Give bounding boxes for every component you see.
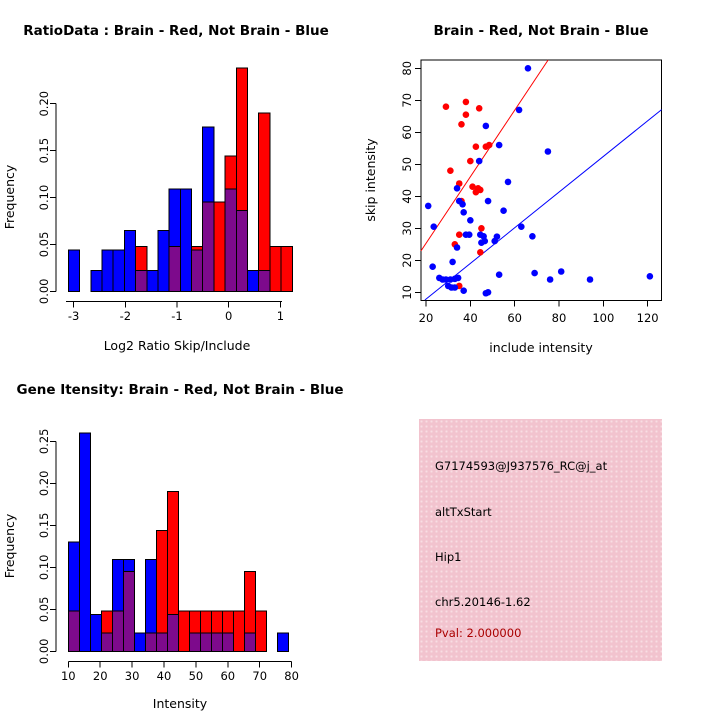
gene-name-text: Hip1 [435,550,462,564]
hist-bar-blue [180,189,191,291]
ratio-hist-ylabel: Frequency [2,164,17,230]
scatter-point-blue [516,107,523,114]
hist-bar-blue [68,250,79,291]
tick-label: 0.00 [37,638,51,665]
scatter-point-blue [547,276,554,283]
hist-bar-blue [90,614,101,651]
tick-label: 30 [124,669,140,683]
hist-bar-red [270,246,281,291]
tick-label: 40 [463,311,478,325]
scatter-point-blue [467,217,474,224]
scatter-point-blue [485,198,492,205]
scatter-point-red [458,121,465,128]
scatter-point-blue [518,223,525,230]
scatter-point-blue [476,158,483,165]
tick-label: 0.00 [37,278,51,305]
hist-bar-overlap [211,633,222,651]
scatter-point-red [467,158,474,165]
hist-bar-overlap [123,572,134,652]
hist-bar-overlap [225,189,236,291]
tick-label: 80 [284,669,299,683]
hist-bar-blue [147,271,158,292]
scatter-point-blue [496,142,503,149]
hist-bar-overlap [167,614,178,651]
tick-label: 0.20 [37,90,51,117]
hist-bar-overlap [236,211,247,292]
tick-label: 70 [400,92,414,108]
tick-label: 0.05 [37,596,51,623]
ratio-hist-xlabel: Log2 Ratio Skip/Include [103,338,251,353]
tick-label: 100 [592,311,615,325]
tick-label: -2 [119,309,132,323]
tick-label: 80 [400,60,414,76]
scatter-point-blue [558,268,565,275]
tick-label: 0.10 [37,554,51,581]
tick-label: 70 [252,669,268,683]
scatter-point-blue [483,123,490,130]
hist-bar-blue [248,271,259,292]
tick-label: 120 [636,311,659,325]
hist-bar-overlap [112,611,123,651]
scatter-point-blue [454,244,461,251]
scatter-point-blue [460,287,467,294]
ratio-histogram-panel [37,68,292,323]
hist-bar-overlap [145,633,156,651]
regression-line-red [421,60,548,251]
scatter-point-blue [587,276,594,283]
hist-bar-red [233,611,244,651]
scatter-point-blue [449,259,456,266]
tick-label: 0.15 [37,137,51,164]
hist-bar-blue [102,250,113,291]
scatter-point-red [476,105,483,112]
hist-bar-blue [113,250,124,291]
tick-label: 0 [225,309,233,323]
tick-label: 1 [276,309,285,323]
tick-label: 40 [400,188,414,204]
tick-label: 20 [418,311,434,325]
tick-label: 20 [400,252,414,268]
scatter-point-red [463,111,470,118]
hist-bar-blue [79,433,90,651]
hist-bar-blue [91,271,102,292]
hist-bar-red [259,113,270,291]
pval-text: Pval: 2.000000 [435,626,522,640]
scatter-point-blue [529,233,536,240]
tick-label: 60 [507,311,522,325]
scatter-point-blue [466,231,473,238]
scatter-point-red [486,142,493,149]
scatter-point-blue [425,203,432,210]
scatter-ylabel: skip intensity [363,138,378,222]
tick-label: -1 [171,309,183,323]
scatter-point-blue [430,223,437,230]
scatter-point-blue [500,207,507,214]
scatter-point-red [473,189,480,196]
scatter-point-red [447,167,454,174]
scatter-point-blue [460,209,467,216]
scatter-point-red [456,231,463,238]
hist-bar-red [214,202,225,291]
plot-box [421,60,662,301]
tick-label: 0.10 [37,184,51,211]
hist-bar-overlap [156,633,167,651]
ratio-hist-title: RatioData : Brain - Red, Not Brain - Blue [23,23,329,39]
scatter-point-blue [454,185,461,192]
tick-label: 0.25 [37,428,51,455]
hist-bar-red [178,611,189,651]
hist-bar-overlap [259,271,270,292]
gene-histogram-panel [37,428,299,683]
gene-hist-title: Gene Itensity: Brain - Red, Not Brain - Blue [16,382,344,398]
tick-label: 50 [400,156,414,172]
hist-bar-red [255,611,266,651]
tick-label: 30 [400,220,414,236]
hist-bar-overlap [200,633,211,651]
tick-label: 0.15 [37,512,51,539]
hist-bar-overlap [222,633,233,651]
probe-id-text: G7174593@J937576_RC@j_at [435,459,608,473]
scatter-point-blue [478,239,485,246]
scatter-point-blue [483,290,490,297]
hist-bar-overlap [136,271,147,292]
location-text: chr5.20146-1.62 [435,595,531,609]
scatter-panel [400,60,662,325]
hist-bar-overlap [192,250,203,291]
tick-label: 20 [92,669,108,683]
scatter-point-blue [525,65,532,72]
hist-bar-blue [124,230,135,291]
scatter-xlabel: include intensity [489,340,593,355]
tick-label: 40 [156,669,172,683]
event-type-text: altTxStart [435,505,492,519]
hist-bar-overlap [101,633,112,651]
scatter-point-red [477,249,484,256]
scatter-point-blue [505,179,512,186]
scatter-point-red [443,103,450,110]
gene-hist-xlabel: Intensity [152,696,208,711]
gene-hist-ylabel: Frequency [2,513,17,579]
hist-bar-blue [277,633,288,651]
tick-label: 80 [551,311,567,325]
info-panel [419,419,662,661]
scatter-point-blue [647,273,654,280]
hist-bar-blue [158,230,169,291]
tick-label: 10 [60,669,76,683]
scatter-point-blue [429,263,436,270]
tick-label: 50 [188,669,204,683]
tick-label: 0.05 [37,231,51,258]
hist-bar-overlap [203,202,214,291]
scatter-point-blue [496,271,503,278]
scatter-point-red [478,225,485,232]
scatter-point-blue [491,238,498,245]
scatter-point-blue [531,270,538,277]
hist-bar-red [281,246,292,291]
tick-label: 10 [400,284,414,300]
tick-label: 60 [400,124,414,140]
hist-bar-overlap [169,246,180,291]
hist-bar-overlap [68,611,79,651]
scatter-title: Brain - Red, Not Brain - Blue [433,23,649,39]
hist-bar-overlap [244,633,255,651]
tick-label: 60 [220,669,236,683]
scatter-point-blue [545,148,552,155]
hist-bar-blue [134,633,145,651]
hist-bar-overlap [189,633,200,651]
scatter-point-blue [459,201,466,208]
scatter-point-red [473,143,480,150]
tick-label: -3 [67,309,80,323]
scatter-point-red [463,99,470,106]
scatter-point-blue [452,284,459,291]
tick-label: 0.20 [37,470,51,497]
scatter-point-blue [455,275,462,282]
